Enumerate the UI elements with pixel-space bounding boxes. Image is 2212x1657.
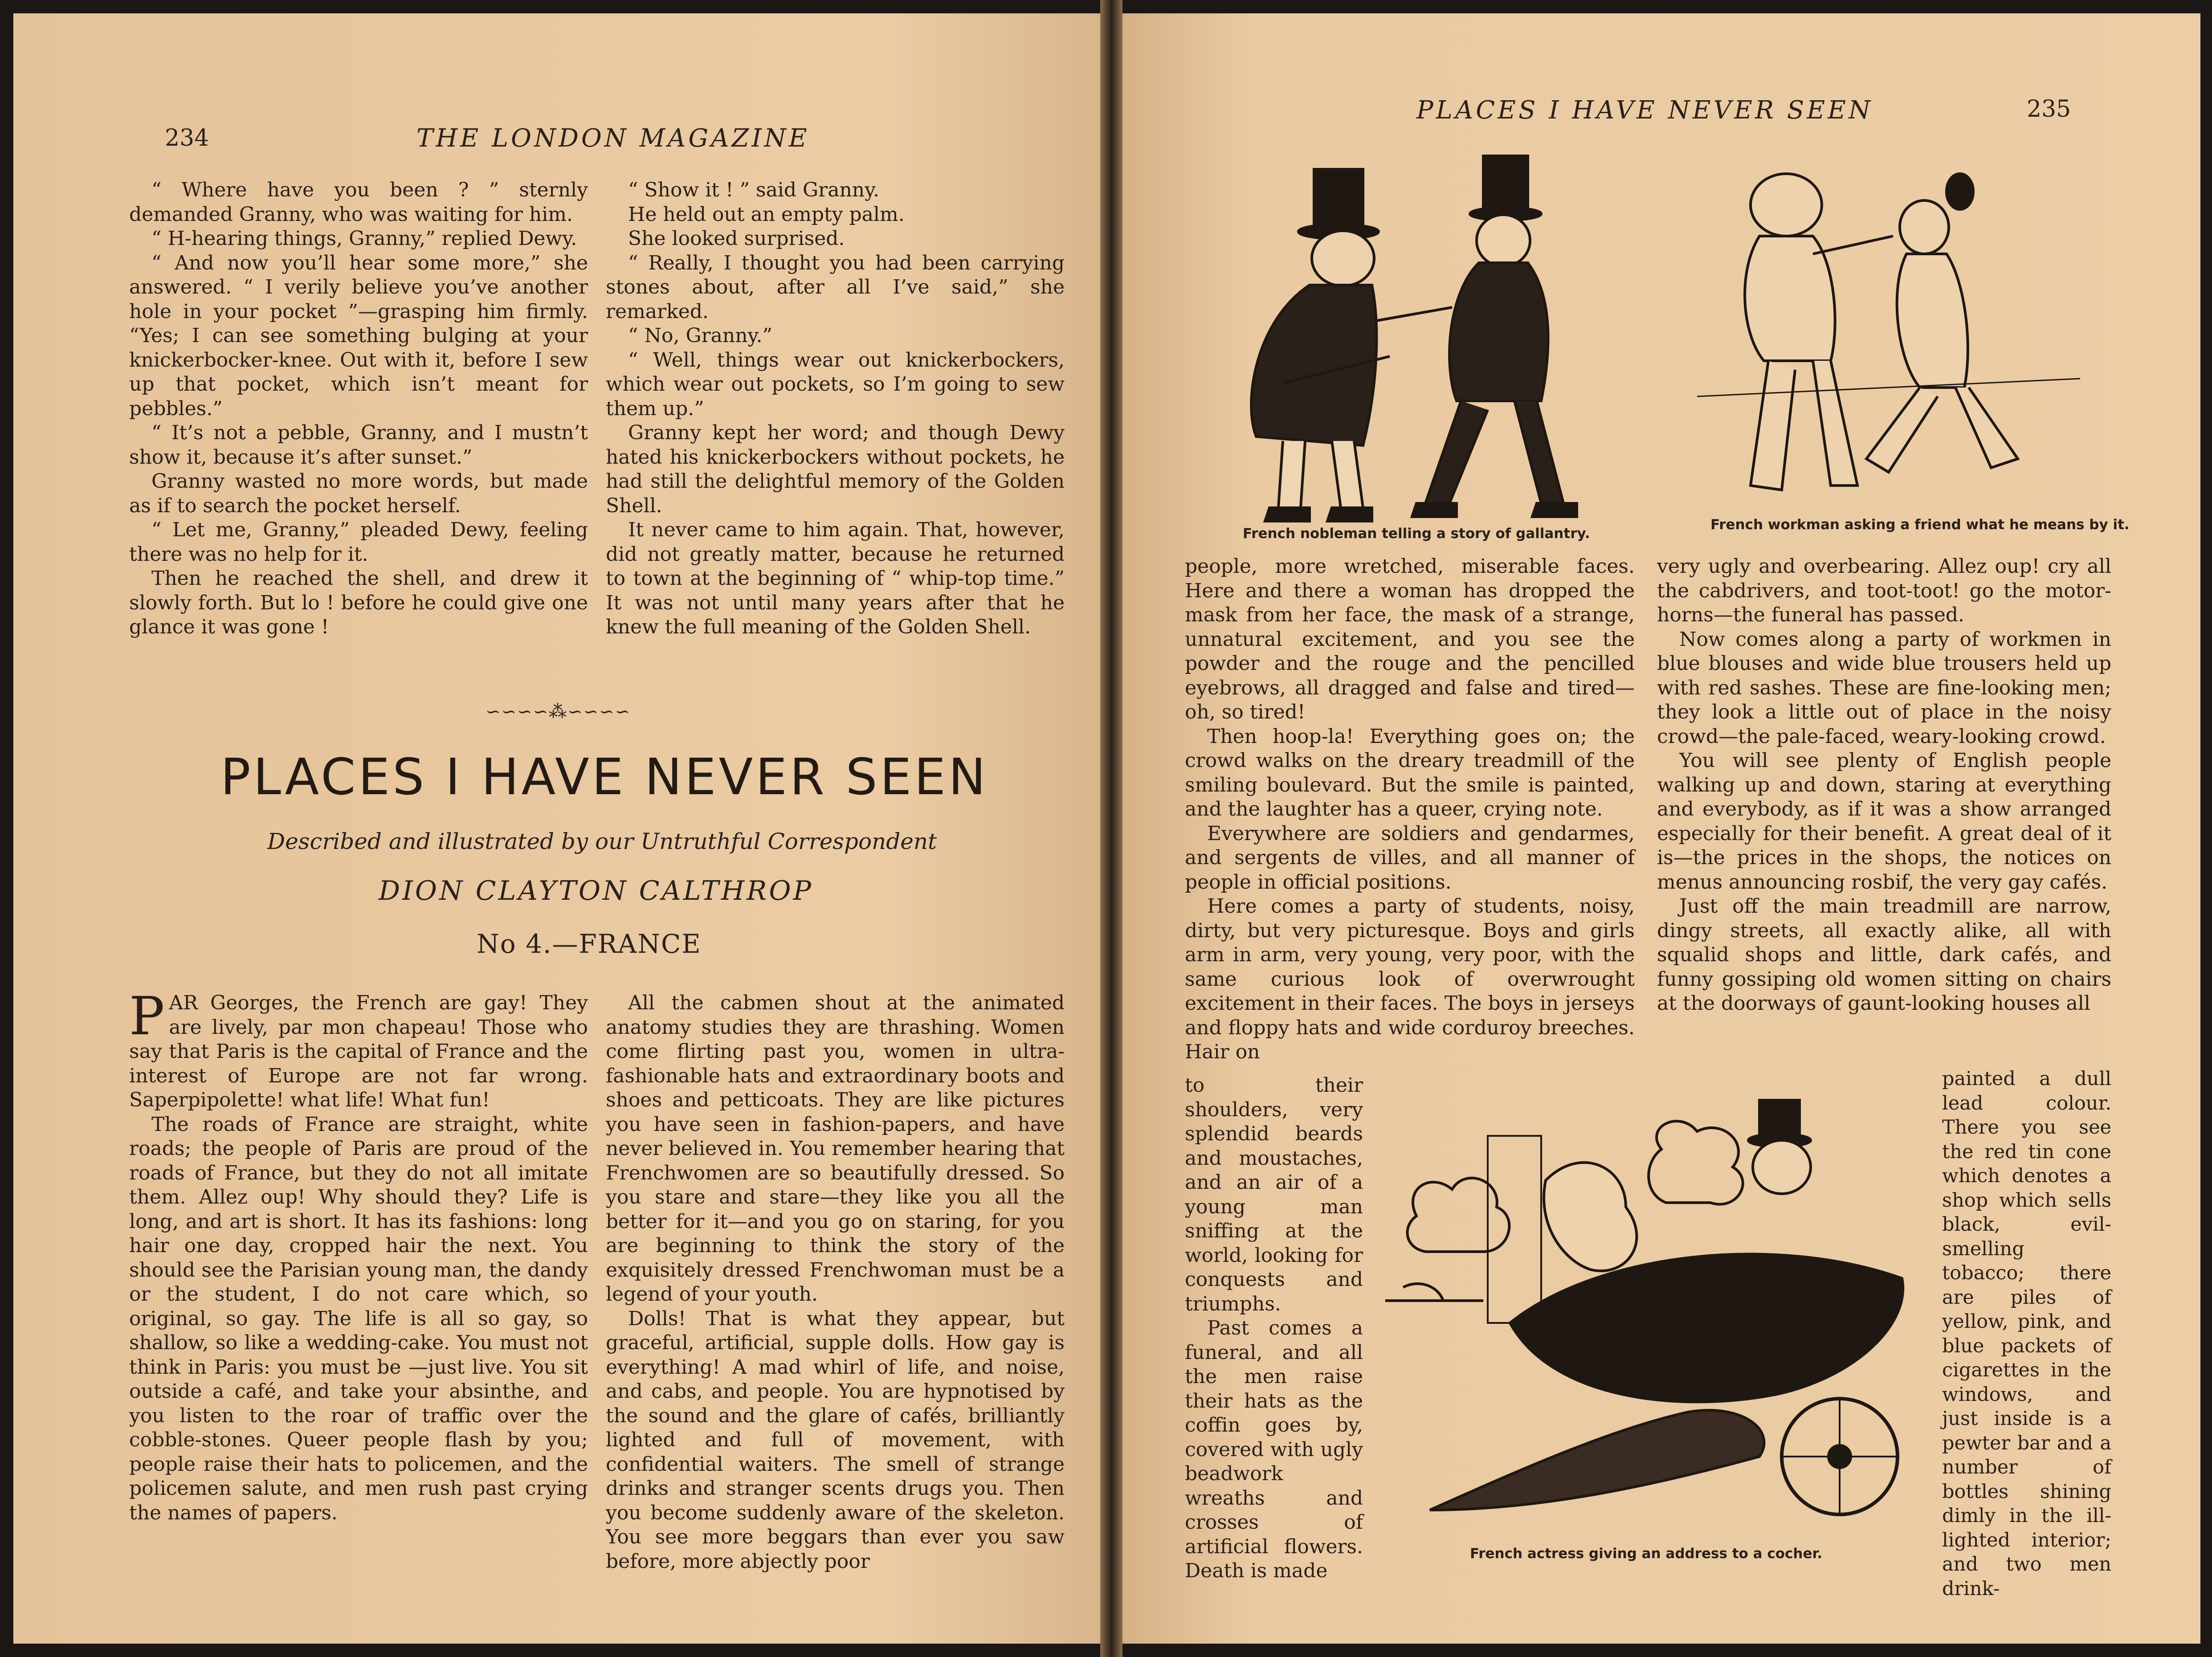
paragraph: “ Show it ! ” said Granny.	[628, 179, 880, 201]
paragraph: Granny kept her word; and though Dewy hated his knickerbockers without pockets, he had still the delightful memory of the Golden Shell.	[606, 421, 1065, 517]
caption-nobleman: French nobleman telling a story of gallantry.	[1243, 526, 1590, 542]
paragraph: Then hoop-la! Everything goes on; the crowd walks on the dreary treadmill of the smiling boulevard. But the smile is painted, and the laughter has a queer, crying note.	[1185, 725, 1635, 820]
paragraph: Here comes a party of students, noisy, dirty, but very picturesque. Boys and girls arm in arm, very young, very poor, with the same curious look of overwrought excitement in their faces. The boys in jerseys and floppy hats and wide corduroy breeches. Hair on	[1185, 895, 1635, 1063]
right-column-1-narrow	[1185, 1073, 1363, 1584]
paragraph: “ Really, I thought you had been carrying stones about, after all I’ve said,” she remarked.	[606, 251, 1065, 323]
section-divider-ornament: ∽∽∽∽⁂∽∽∽∽	[486, 702, 631, 722]
book-gutter	[1100, 0, 1122, 1657]
paragraph: Just off the main treadmill are narrow, dingy streets, all exactly alike, all with squalid shops and little, dark cafés, and funny gossiping old women sitting on chairs at the doorways of gaunt-looking houses all	[1657, 895, 2111, 1015]
right-column-2-narrow	[1942, 1067, 2111, 1601]
paragraph: “ H-hearing things, Granny,” replied Dewy.	[151, 227, 577, 250]
paragraph: to their shoulders, very splendid beards and moustaches, and an air of a young man sniffing at the world, looking for conquests and triumphs.	[1185, 1074, 1363, 1315]
paragraph: All the cabmen shout at the animated anatomy studies they are thrashing. Women come flirting past you, women in ultra-fashionable hats and extraordinary boots and shoes and petticoats. They are like pictures you have seen in fashion-papers, and have never believed in. You remember hearing that Frenchwomen are so beautifully dressed. So you stare and stare—they like you all the better for it—and you go on staring, for you are beginning to think the story of the exquisitely dressed Frenchwoman must be a legend of your youth.	[606, 992, 1065, 1306]
illustration-workman	[1697, 147, 2080, 512]
paragraph: Now comes along a party of workmen in blue blouses and wide blue trousers held up with red sashes. These are fine-looking men; they look a little out of place in the noisy crowd—the pale-faced, weary-looking crowd.	[1657, 628, 2111, 748]
right-column-2	[1657, 555, 2111, 1016]
paragraph: Granny wasted no more words, but made as if to search the pocket herself.	[129, 470, 588, 517]
story-column-2	[606, 178, 1065, 640]
left-page	[13, 13, 1100, 1644]
paragraph: “ No, Granny.”	[628, 324, 773, 347]
paragraph: “ Let me, Granny,” pleaded Dewy, feeling there was no help for it.	[129, 518, 588, 566]
article-column-2	[606, 991, 1065, 1574]
paragraph: “ Where have you been ? ” sternly demanded Granny, who was waiting for him.	[129, 179, 588, 226]
paragraph: Then he reached the shell, and drew it slowly forth. But lo ! before he could give one glance it was gone !	[129, 567, 588, 638]
paragraph: “ It’s not a pebble, Granny, and I mustn’t show it, because it’s after sunset.”	[129, 421, 588, 469]
story-column-1	[129, 178, 588, 640]
running-head-right: PLACES I HAVE NEVER SEEN	[1416, 96, 1873, 125]
paragraph: people, more wretched, miserable faces. Here and there a woman has dropped the mask from her face, the mask of a strange, unnatural excitement, and you see the powder and the rouge and the pencilled eyebrows, all dragged and false and tired—oh, so tired!	[1185, 555, 1635, 723]
paragraph: Past comes a funeral, and all the men raise their hats as the coffin goes by, covered with ugly beadwork wreaths and crosses of artificial flowers. Death is made	[1185, 1317, 1363, 1582]
drop-cap: P	[129, 985, 165, 1047]
right-column-1	[1185, 555, 1635, 1065]
caption-workman: French workman asking a friend what he means by it.	[1710, 517, 2130, 533]
paragraph: She looked surprised.	[628, 227, 845, 250]
paragraph: very ugly and overbearing. Allez oup! cry all the cabdrivers, and toot-toot! go the motor-horns—the funeral has passed.	[1657, 555, 2111, 626]
illustration-actress-cocher	[1376, 1091, 1938, 1537]
running-head-left: THE LONDON MAGAZINE	[416, 124, 810, 153]
article-title: PLACES I HAVE NEVER SEEN	[220, 748, 988, 806]
illustration-nobleman	[1229, 151, 1621, 530]
paragraph: “ Well, things wear out knickerbockers, which wear out pockets, so I’m going to sew them up.”	[606, 348, 1065, 420]
right-page	[1122, 13, 2200, 1644]
paragraph: The roads of France are straight, white roads; the people of Paris are proud of the roads of France, but they do not all imitate them. Allez oup! Why should they? Life is long, and art is short. It has its fashions: long hair one day, cropped hair the next. You should see the Parisian young man, the dandy or the student, I do not care which, so original, so gay. The life is all so gay, so shallow, so like a wedding-cake. You must not think in Paris: you must be —just live. You sit outside a café, and take your absinthe, and you listen to the roar of traffic over the cobble-stones. Queer people flash by you; people raise their hats to policemen, and the policemen salute, and men rush past crying the names of papers.	[129, 1113, 588, 1524]
article-column-1	[129, 985, 588, 1525]
paragraph: “ And now you’ll hear some more,” she answered. “ I verily believe you’ve another hole in your pocket ”—grasping him firmly. “Yes; I can see something bulging at your knickerbocker-knee. Out with it, before I sew up that pocket, which isn’t meant for pebbles.”	[129, 251, 588, 420]
paragraph: You will see plenty of English people walking up and down, staring at everything and everybody, as if it was a show arranged especially for their benefit. A great deal of it is—the prices in the shops, the notices on menus announcing rosbif, the very gay cafés.	[1657, 749, 2111, 894]
page-number-right: 235	[2027, 96, 2071, 122]
article-subtitle: Described and illustrated by our Untruthful Correspondent	[267, 828, 937, 854]
paragraph: It never came to him again. That, however, did not greatly matter, because he returned to town at the beginning of “ whip-top time.” It was not until many years after that he knew the full meaning of the Golden Shell.	[606, 518, 1065, 638]
paragraph: painted a dull lead colour. There you see the red tin cone which denotes a shop which sells black, evil-smelling tobacco; there are piles of yellow, pink, and blue packets of cigarettes in the windows, and just inside is a pewter bar and a number of bottles shining dimly in the ill-lighted interior; and two men drink-	[1942, 1068, 2111, 1600]
paragraph: AR Georges, the French are gay! They are lively, par mon chapeau! Those who say that Paris is the capital of France and the interest of Europe are not far wrong. Saperpipolette! what life! What fun!	[129, 992, 588, 1111]
paragraph: He held out an empty palm.	[628, 203, 905, 226]
paragraph: Everywhere are soldiers and gendarmes, and sergents de villes, and all manner of people in official positions.	[1185, 822, 1635, 894]
article-author: DION CLAYTON CALTHROP	[379, 875, 813, 906]
paragraph: Dolls! That is what they appear, but graceful, artificial, supple dolls. How gay is everything! A mad whirl of life, and noise, and cabs, and people. You are hypnotised by the sound and the glare of cafés, brilliantly lighted and full of movement, with confidential waiters. The smell of strange drinks and stranger scents drugs you. Then you become suddenly aware of the skeleton. You see more beggars than ever you saw before, more abjectly poor	[606, 1307, 1065, 1573]
article-section: No 4.—FRANCE	[477, 929, 702, 959]
page-number-left: 234	[165, 125, 209, 151]
caption-actress: French actress giving an address to a cocher.	[1470, 1546, 1823, 1562]
